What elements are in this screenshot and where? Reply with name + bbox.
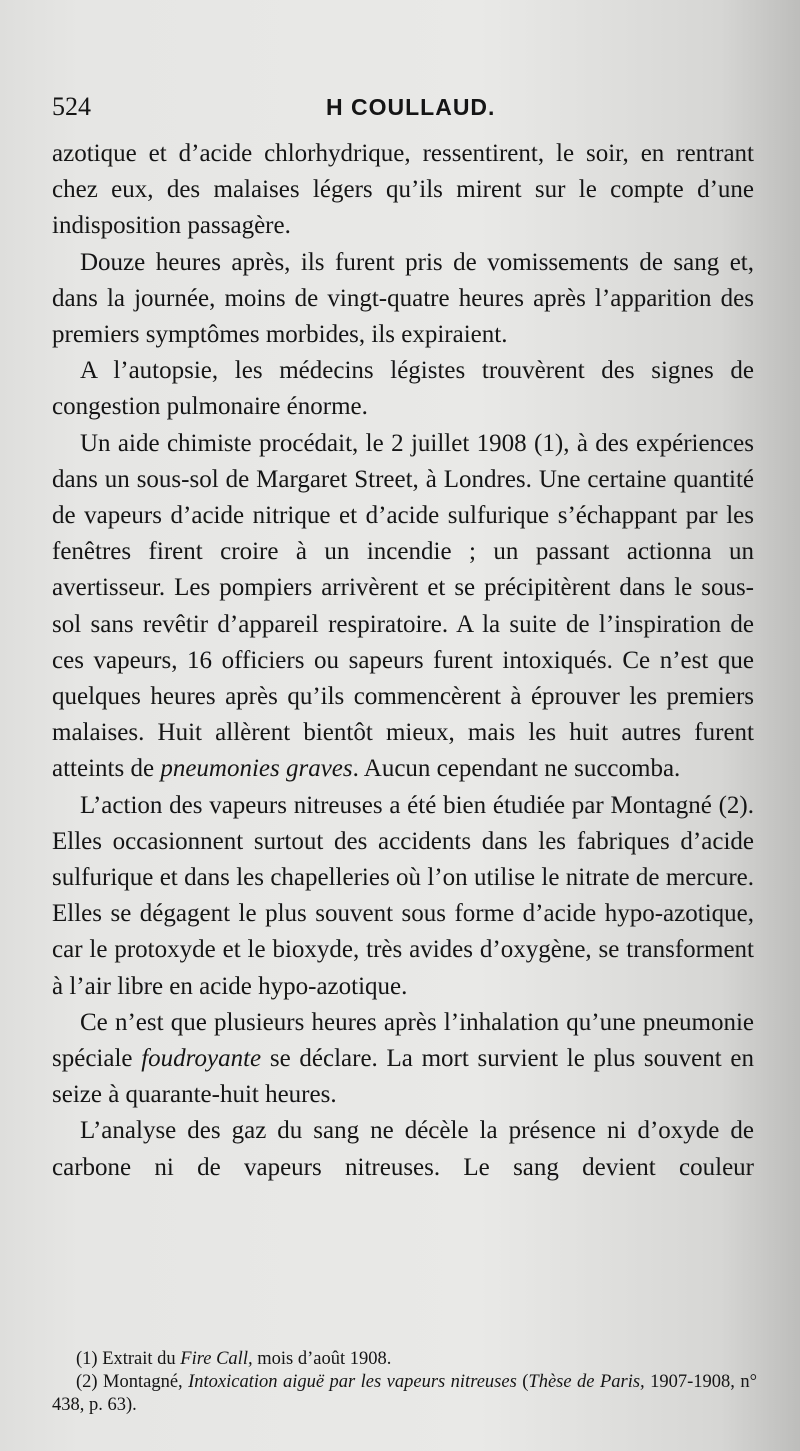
footnote-italic: Intoxication aiguë par les vapeurs nitreuses bbox=[188, 1372, 517, 1392]
footnotes bbox=[52, 1348, 757, 1417]
footnote-text: ( bbox=[516, 1372, 529, 1392]
paragraph bbox=[52, 1113, 754, 1185]
footnote-text: 1907-1908, n° 438, p. 63). bbox=[52, 1372, 758, 1415]
paragraph-text: azotique et d’acide chlorhydrique, ressentirent, le soir, en rentrant chez eux, des malaises légers qu’ils mirent sur le compte d’une indisposition passagère. bbox=[52, 140, 754, 240]
footnote-italic: Thèse de Paris, bbox=[528, 1372, 645, 1392]
paragraph bbox=[52, 245, 754, 354]
running-head: H COULLAUD. bbox=[326, 94, 496, 120]
paragraph-text: L’action des vapeurs nitreuses a été bien étudiée par Montagné (2). Elles occasionnent surtout des accidents dans les fabriques d’acide sulfurique et dans les chapelleries où l’on utilise le nitrate de mercure. Elles se dégagent le plus souvent sous forme d’acide hypo-azotique, car le protoxyde et le bioxyde, très avides d’oxygène, se transforment à l’air libre en acide hypo-azotique. bbox=[52, 791, 754, 1000]
paragraph-text: A l’autopsie, les médecins légistes trouvèrent des signes de congestion pulmonaire énorme. bbox=[52, 357, 754, 421]
paragraph-text: se déclare. La mort survient le plus souvent en seize à quarante-huit heures. bbox=[52, 1045, 754, 1109]
footnote-text: mois d’août 1908. bbox=[252, 1349, 392, 1369]
italic-term: pneumonies graves bbox=[160, 755, 353, 783]
page-number: 524 bbox=[52, 92, 91, 121]
footnote-2 bbox=[52, 1371, 757, 1417]
paragraph bbox=[52, 353, 754, 425]
footnote-italic: Fire Call, bbox=[180, 1349, 253, 1369]
paragraph-text: L’analyse des gaz du sang ne décèle la présence ni d’oxyde de carbone ni de vapeurs nitreuses. Le sang devient couleur bbox=[52, 1117, 754, 1181]
body-text bbox=[52, 136, 754, 1186]
paragraph bbox=[52, 426, 754, 788]
paragraph bbox=[52, 136, 754, 245]
italic-term: foudroyante bbox=[141, 1045, 262, 1073]
paragraph-text: Un aide chimiste procédait, le 2 juillet 1908 (1), à des expériences dans un sous-sol de Margaret Street, à Londres. Une certaine quantité de vapeurs d’acide nitrique et d’acide sulfurique s’échappant par les fenêtres firent croire à un incendie ; un passant actionna un avertisseur. Les pompiers arrivèrent et se précipitèrent dans le sous-sol sans revêtir d’appareil respiratoire. A la suite de l’inspiration de ces vapeurs, 16 officiers ou sapeurs furent intoxiqués. Ce n’est que quelques heures après qu’ils commencèrent à éprouver les premiers malaises. Huit allèrent bientôt mieux, mais les huit autres furent atteints de bbox=[52, 429, 754, 783]
footnote-text: (2) Montagné, bbox=[76, 1372, 189, 1392]
paragraph-text: Ce n’est que plusieurs heures après l’inhalation qu’une pneumonie spéciale bbox=[52, 1008, 754, 1073]
page-header bbox=[52, 92, 762, 132]
footnote-text: (1) Extrait du bbox=[76, 1349, 181, 1369]
paragraph bbox=[52, 1005, 754, 1114]
footnote-1 bbox=[52, 1348, 757, 1371]
paragraph-text: . Aucun cependant ne succomba. bbox=[352, 755, 681, 783]
paragraph bbox=[52, 788, 754, 1005]
paragraph-text: Douze heures après, ils furent pris de vomissements de sang et, dans la journée, moins de vingt-quatre heures après l’apparition des premiers symptômes morbides, ils expiraient. bbox=[52, 248, 754, 349]
